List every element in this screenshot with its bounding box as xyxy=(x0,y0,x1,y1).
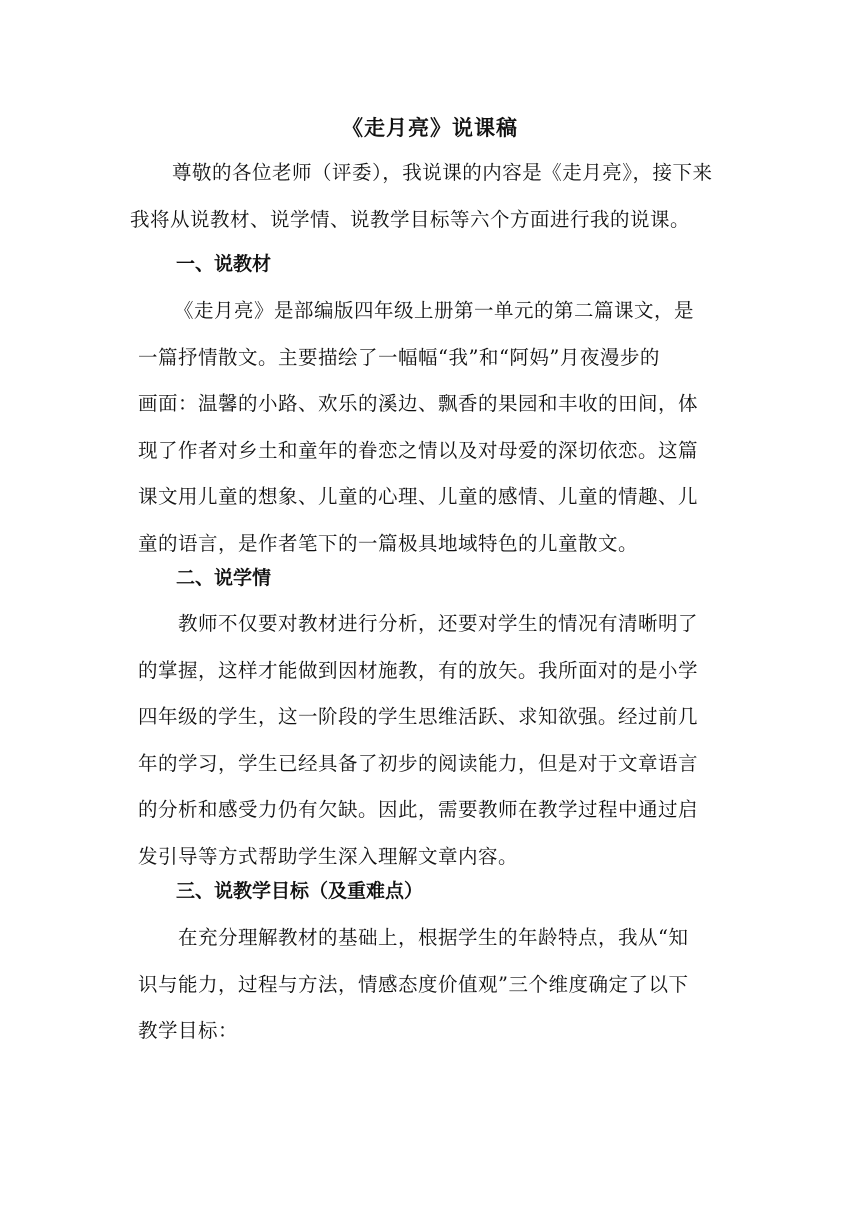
paragraph-line: 的掌握，这样才能做到因材施教，有的放矢。我所面对的是小学 xyxy=(138,658,699,682)
section-objectives-paragraph xyxy=(138,922,688,1062)
paragraph-line: 《走月亮》是部编版四年级上册第一单元的第二篇课文，是 xyxy=(174,299,695,322)
paragraph-line: 一篇抒情散文。主要描绘了一幅幅“我”和“阿妈”月夜漫步的 xyxy=(138,345,660,369)
paragraph-line: 童的语言，是作者笔下的一篇极具地域特色的儿童散文。 xyxy=(138,531,639,555)
paragraph-line: 识与能力，过程与方法，情感态度价值观”三个维度确定了以下 xyxy=(138,972,689,996)
paragraph-line: 四年级的学生，这一阶段的学生思维活跃、求知欲强。经过前几 xyxy=(138,705,699,728)
paragraph-line: 画面：温馨的小路、欢乐的溪边、飘香的果园和丰收的田间，体 xyxy=(138,392,699,415)
section-textbook-paragraph xyxy=(138,295,698,574)
paragraph-line: 在充分理解教材的基础上，根据学生的年龄特点，我从“知 xyxy=(178,926,689,949)
paragraph-line: 年的学习，学生已经具备了初步的阅读能力，但是对于文章语言 xyxy=(138,751,699,775)
intro-line-1: 尊敬的各位老师（评委），我说课的内容是《走月亮》，接下来 xyxy=(172,161,713,184)
paragraph-line: 的分析和感受力仍有欠缺。因此，需要教师在教学过程中通过启 xyxy=(138,798,699,821)
intro-paragraph xyxy=(130,157,713,250)
section-heading-objectives: 三、说教学目标（及重难点） xyxy=(176,880,424,902)
paragraph-line: 教学目标： xyxy=(138,1019,239,1042)
section-heading-students: 二、说学情 xyxy=(176,567,272,589)
section-students-paragraph xyxy=(138,608,698,887)
section-heading-textbook: 一、说教材 xyxy=(176,253,272,275)
paragraph-line: 课文用儿童的想象、儿童的心理、儿童的感情、儿童的情趣、儿 xyxy=(138,485,699,508)
paragraph-line: 教师不仅要对教材进行分析，还要对学生的情况有清晰明了 xyxy=(178,612,699,635)
paragraph-line: 现了作者对乡土和童年的眷恋之情以及对母爱的深切依恋。这篇 xyxy=(138,438,699,462)
paragraph-line: 发引导等方式帮助学生深入理解文章内容。 xyxy=(138,844,519,868)
intro-line-2: 我将从说教材、说学情、说教学目标等六个方面进行我的说课。 xyxy=(130,207,691,231)
document-title: 《走月亮》说课稿 xyxy=(342,116,518,140)
